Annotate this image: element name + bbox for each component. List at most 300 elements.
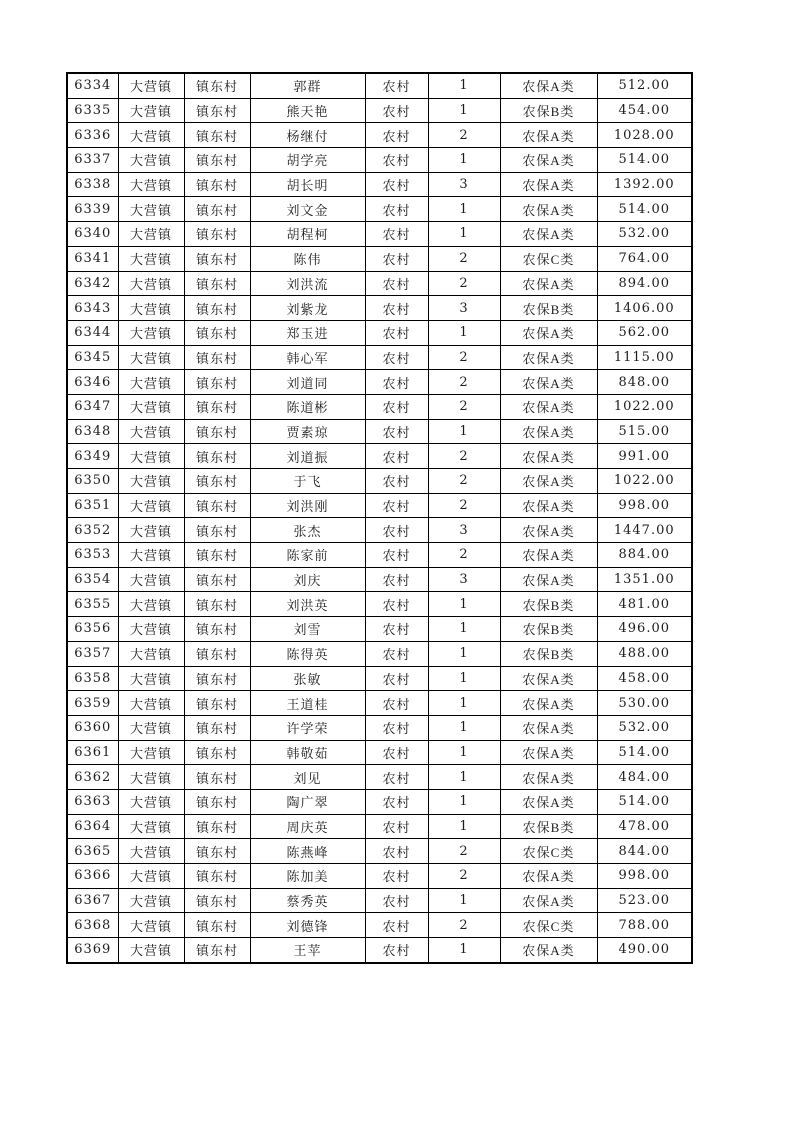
cell-person-count: 1: [428, 740, 500, 765]
cell-residence-type: 农村: [365, 320, 428, 345]
table-row: [67, 864, 692, 889]
cell-amount: 562.00: [597, 320, 692, 345]
cell-person-count: 1: [428, 148, 500, 173]
cell-name: 贾素琼: [250, 419, 365, 444]
table-row: [67, 518, 692, 543]
cell-serial-number: 6359: [67, 691, 118, 716]
cell-name: 王道桂: [250, 691, 365, 716]
cell-serial-number: 6335: [67, 98, 118, 123]
cell-insurance-category: 农保A类: [500, 222, 597, 247]
cell-residence-type: 农村: [365, 493, 428, 518]
cell-name: 蔡秀英: [250, 888, 365, 913]
cell-town: 大营镇: [118, 641, 184, 666]
cell-person-count: 3: [428, 296, 500, 321]
cell-amount: 884.00: [597, 543, 692, 568]
cell-name: 陈伟: [250, 246, 365, 271]
cell-insurance-category: 农保A类: [500, 469, 597, 494]
cell-town: 大营镇: [118, 271, 184, 296]
cell-person-count: 1: [428, 617, 500, 642]
cell-serial-number: 6364: [67, 814, 118, 839]
cell-village: 镇东村: [184, 320, 250, 345]
cell-village: 镇东村: [184, 740, 250, 765]
cell-town: 大营镇: [118, 394, 184, 419]
cell-town: 大营镇: [118, 814, 184, 839]
cell-town: 大营镇: [118, 73, 184, 98]
cell-insurance-category: 农保A类: [500, 394, 597, 419]
cell-town: 大营镇: [118, 567, 184, 592]
cell-town: 大营镇: [118, 123, 184, 148]
cell-amount: 512.00: [597, 73, 692, 98]
cell-serial-number: 6334: [67, 73, 118, 98]
cell-town: 大营镇: [118, 715, 184, 740]
cell-town: 大营镇: [118, 666, 184, 691]
table-row: [67, 123, 692, 148]
cell-name: 陈加美: [250, 864, 365, 889]
cell-town: 大营镇: [118, 246, 184, 271]
cell-village: 镇东村: [184, 419, 250, 444]
table-row: [67, 913, 692, 938]
cell-town: 大营镇: [118, 888, 184, 913]
cell-town: 大营镇: [118, 765, 184, 790]
cell-person-count: 2: [428, 444, 500, 469]
cell-serial-number: 6365: [67, 839, 118, 864]
cell-person-count: 1: [428, 765, 500, 790]
table-row: [67, 469, 692, 494]
cell-name: 许学荣: [250, 715, 365, 740]
table-row: [67, 641, 692, 666]
cell-name: 张敏: [250, 666, 365, 691]
cell-person-count: 2: [428, 469, 500, 494]
cell-amount: 478.00: [597, 814, 692, 839]
cell-name: 熊天艳: [250, 98, 365, 123]
cell-person-count: 2: [428, 913, 500, 938]
cell-village: 镇东村: [184, 271, 250, 296]
cell-residence-type: 农村: [365, 98, 428, 123]
cell-village: 镇东村: [184, 148, 250, 173]
cell-amount: 515.00: [597, 419, 692, 444]
table-row: [67, 246, 692, 271]
cell-town: 大营镇: [118, 864, 184, 889]
cell-insurance-category: 农保A类: [500, 864, 597, 889]
cell-serial-number: 6345: [67, 345, 118, 370]
cell-person-count: 2: [428, 394, 500, 419]
cell-town: 大营镇: [118, 222, 184, 247]
cell-name: 韩敬茹: [250, 740, 365, 765]
cell-name: 周庆英: [250, 814, 365, 839]
cell-residence-type: 农村: [365, 765, 428, 790]
cell-person-count: 1: [428, 98, 500, 123]
cell-name: 郑玉进: [250, 320, 365, 345]
cell-serial-number: 6340: [67, 222, 118, 247]
cell-person-count: 1: [428, 789, 500, 814]
cell-name: 张杰: [250, 518, 365, 543]
cell-insurance-category: 农保A类: [500, 148, 597, 173]
cell-village: 镇东村: [184, 765, 250, 790]
cell-amount: 532.00: [597, 715, 692, 740]
cell-person-count: 1: [428, 691, 500, 716]
cell-village: 镇东村: [184, 394, 250, 419]
cell-amount: 1028.00: [597, 123, 692, 148]
cell-serial-number: 6357: [67, 641, 118, 666]
cell-town: 大营镇: [118, 617, 184, 642]
cell-person-count: 1: [428, 222, 500, 247]
cell-person-count: 1: [428, 666, 500, 691]
cell-amount: 488.00: [597, 641, 692, 666]
cell-serial-number: 6363: [67, 789, 118, 814]
table-row: [67, 938, 692, 963]
cell-amount: 998.00: [597, 493, 692, 518]
cell-residence-type: 农村: [365, 691, 428, 716]
cell-town: 大营镇: [118, 469, 184, 494]
cell-name: 刘庆: [250, 567, 365, 592]
cell-residence-type: 农村: [365, 666, 428, 691]
cell-person-count: 1: [428, 419, 500, 444]
cell-name: 胡学亮: [250, 148, 365, 173]
cell-residence-type: 农村: [365, 740, 428, 765]
cell-person-count: 1: [428, 197, 500, 222]
cell-residence-type: 农村: [365, 469, 428, 494]
cell-insurance-category: 农保A类: [500, 740, 597, 765]
cell-insurance-category: 农保C类: [500, 913, 597, 938]
cell-person-count: 3: [428, 567, 500, 592]
cell-town: 大营镇: [118, 691, 184, 716]
cell-village: 镇东村: [184, 814, 250, 839]
cell-residence-type: 农村: [365, 444, 428, 469]
cell-town: 大营镇: [118, 419, 184, 444]
table-row: [67, 567, 692, 592]
cell-town: 大营镇: [118, 98, 184, 123]
cell-person-count: 1: [428, 715, 500, 740]
cell-person-count: 3: [428, 518, 500, 543]
table-row: [67, 543, 692, 568]
cell-town: 大营镇: [118, 370, 184, 395]
cell-person-count: 1: [428, 641, 500, 666]
cell-insurance-category: 农保B类: [500, 98, 597, 123]
cell-town: 大营镇: [118, 296, 184, 321]
table-row: [67, 271, 692, 296]
cell-residence-type: 农村: [365, 345, 428, 370]
cell-amount: 514.00: [597, 148, 692, 173]
cell-insurance-category: 农保A类: [500, 691, 597, 716]
cell-residence-type: 农村: [365, 864, 428, 889]
cell-town: 大营镇: [118, 345, 184, 370]
cell-serial-number: 6362: [67, 765, 118, 790]
table-row: [67, 394, 692, 419]
cell-amount: 514.00: [597, 789, 692, 814]
cell-residence-type: 农村: [365, 271, 428, 296]
cell-name: 刘道同: [250, 370, 365, 395]
cell-residence-type: 农村: [365, 913, 428, 938]
cell-insurance-category: 农保A类: [500, 789, 597, 814]
cell-village: 镇东村: [184, 789, 250, 814]
table-row: [67, 320, 692, 345]
cell-village: 镇东村: [184, 345, 250, 370]
cell-insurance-category: 农保A类: [500, 765, 597, 790]
cell-amount: 484.00: [597, 765, 692, 790]
cell-person-count: 2: [428, 123, 500, 148]
cell-serial-number: 6346: [67, 370, 118, 395]
cell-insurance-category: 农保A类: [500, 370, 597, 395]
cell-residence-type: 农村: [365, 592, 428, 617]
cell-name: 刘洪英: [250, 592, 365, 617]
cell-serial-number: 6343: [67, 296, 118, 321]
cell-residence-type: 农村: [365, 617, 428, 642]
cell-village: 镇东村: [184, 444, 250, 469]
cell-person-count: 2: [428, 493, 500, 518]
cell-insurance-category: 农保A类: [500, 320, 597, 345]
cell-village: 镇东村: [184, 296, 250, 321]
cell-town: 大营镇: [118, 172, 184, 197]
cell-village: 镇东村: [184, 666, 250, 691]
table-row: [67, 98, 692, 123]
cell-insurance-category: 农保A类: [500, 444, 597, 469]
payment-table: [66, 72, 693, 964]
cell-residence-type: 农村: [365, 370, 428, 395]
cell-insurance-category: 农保A类: [500, 419, 597, 444]
table-row: [67, 888, 692, 913]
cell-amount: 514.00: [597, 740, 692, 765]
cell-residence-type: 农村: [365, 394, 428, 419]
cell-person-count: 1: [428, 938, 500, 963]
cell-person-count: 2: [428, 543, 500, 568]
cell-residence-type: 农村: [365, 419, 428, 444]
cell-name: 陈燕峰: [250, 839, 365, 864]
cell-serial-number: 6361: [67, 740, 118, 765]
cell-amount: 844.00: [597, 839, 692, 864]
cell-village: 镇东村: [184, 691, 250, 716]
cell-town: 大营镇: [118, 197, 184, 222]
cell-town: 大营镇: [118, 839, 184, 864]
cell-serial-number: 6336: [67, 123, 118, 148]
cell-name: 陈家前: [250, 543, 365, 568]
table-row: [67, 370, 692, 395]
table-row: [67, 444, 692, 469]
cell-name: 刘洪流: [250, 271, 365, 296]
cell-amount: 496.00: [597, 617, 692, 642]
cell-serial-number: 6356: [67, 617, 118, 642]
cell-name: 刘洪刚: [250, 493, 365, 518]
cell-village: 镇东村: [184, 617, 250, 642]
table-row: [67, 493, 692, 518]
cell-residence-type: 农村: [365, 567, 428, 592]
cell-residence-type: 农村: [365, 938, 428, 963]
cell-amount: 894.00: [597, 271, 692, 296]
cell-residence-type: 农村: [365, 222, 428, 247]
cell-town: 大营镇: [118, 493, 184, 518]
cell-residence-type: 农村: [365, 73, 428, 98]
cell-serial-number: 6339: [67, 197, 118, 222]
cell-serial-number: 6349: [67, 444, 118, 469]
cell-residence-type: 农村: [365, 814, 428, 839]
table-row: [67, 172, 692, 197]
cell-person-count: 3: [428, 172, 500, 197]
cell-insurance-category: 农保A类: [500, 888, 597, 913]
cell-insurance-category: 农保A类: [500, 197, 597, 222]
table-row: [67, 592, 692, 617]
table-row: [67, 296, 692, 321]
cell-residence-type: 农村: [365, 543, 428, 568]
cell-name: 刘紫龙: [250, 296, 365, 321]
cell-serial-number: 6344: [67, 320, 118, 345]
table-row: [67, 666, 692, 691]
cell-town: 大营镇: [118, 543, 184, 568]
table-row: [67, 197, 692, 222]
cell-serial-number: 6337: [67, 148, 118, 173]
cell-residence-type: 农村: [365, 123, 428, 148]
cell-person-count: 2: [428, 345, 500, 370]
cell-serial-number: 6350: [67, 469, 118, 494]
table-row: [67, 715, 692, 740]
cell-residence-type: 农村: [365, 789, 428, 814]
cell-town: 大营镇: [118, 320, 184, 345]
cell-insurance-category: 农保C类: [500, 839, 597, 864]
cell-amount: 1115.00: [597, 345, 692, 370]
cell-amount: 848.00: [597, 370, 692, 395]
table-row: [67, 617, 692, 642]
cell-village: 镇东村: [184, 370, 250, 395]
cell-insurance-category: 农保A类: [500, 172, 597, 197]
cell-village: 镇东村: [184, 246, 250, 271]
cell-residence-type: 农村: [365, 172, 428, 197]
cell-village: 镇东村: [184, 123, 250, 148]
cell-residence-type: 农村: [365, 839, 428, 864]
cell-village: 镇东村: [184, 864, 250, 889]
cell-village: 镇东村: [184, 592, 250, 617]
cell-serial-number: 6369: [67, 938, 118, 963]
cell-amount: 530.00: [597, 691, 692, 716]
cell-serial-number: 6353: [67, 543, 118, 568]
cell-insurance-category: 农保A类: [500, 493, 597, 518]
cell-insurance-category: 农保A类: [500, 518, 597, 543]
cell-village: 镇东村: [184, 913, 250, 938]
cell-village: 镇东村: [184, 888, 250, 913]
table-row: [67, 148, 692, 173]
cell-amount: 1022.00: [597, 469, 692, 494]
cell-amount: 1406.00: [597, 296, 692, 321]
cell-town: 大营镇: [118, 444, 184, 469]
cell-amount: 1392.00: [597, 172, 692, 197]
cell-village: 镇东村: [184, 518, 250, 543]
cell-person-count: 2: [428, 864, 500, 889]
cell-amount: 1022.00: [597, 394, 692, 419]
cell-serial-number: 6352: [67, 518, 118, 543]
table-row: [67, 73, 692, 98]
cell-name: 刘文金: [250, 197, 365, 222]
table-row: [67, 814, 692, 839]
table-row: [67, 765, 692, 790]
cell-name: 陈道彬: [250, 394, 365, 419]
cell-village: 镇东村: [184, 172, 250, 197]
cell-serial-number: 6360: [67, 715, 118, 740]
cell-person-count: 1: [428, 814, 500, 839]
cell-residence-type: 农村: [365, 888, 428, 913]
cell-name: 杨继付: [250, 123, 365, 148]
cell-person-count: 1: [428, 320, 500, 345]
cell-name: 王苹: [250, 938, 365, 963]
cell-person-count: 2: [428, 271, 500, 296]
cell-amount: 998.00: [597, 864, 692, 889]
cell-village: 镇东村: [184, 98, 250, 123]
cell-village: 镇东村: [184, 567, 250, 592]
cell-village: 镇东村: [184, 839, 250, 864]
cell-residence-type: 农村: [365, 148, 428, 173]
cell-village: 镇东村: [184, 715, 250, 740]
cell-insurance-category: 农保A类: [500, 567, 597, 592]
table-row: [67, 419, 692, 444]
cell-amount: 481.00: [597, 592, 692, 617]
cell-amount: 514.00: [597, 197, 692, 222]
cell-name: 刘雪: [250, 617, 365, 642]
cell-serial-number: 6348: [67, 419, 118, 444]
cell-amount: 991.00: [597, 444, 692, 469]
cell-insurance-category: 农保A类: [500, 271, 597, 296]
cell-insurance-category: 农保C类: [500, 246, 597, 271]
cell-town: 大营镇: [118, 913, 184, 938]
cell-serial-number: 6358: [67, 666, 118, 691]
cell-insurance-category: 农保A类: [500, 666, 597, 691]
cell-town: 大营镇: [118, 789, 184, 814]
cell-insurance-category: 农保A类: [500, 938, 597, 963]
cell-name: 韩心军: [250, 345, 365, 370]
cell-village: 镇东村: [184, 493, 250, 518]
cell-amount: 532.00: [597, 222, 692, 247]
cell-insurance-category: 农保A类: [500, 123, 597, 148]
table-row: [67, 740, 692, 765]
table-row: [67, 691, 692, 716]
cell-serial-number: 6341: [67, 246, 118, 271]
cell-serial-number: 6354: [67, 567, 118, 592]
cell-residence-type: 农村: [365, 518, 428, 543]
cell-serial-number: 6368: [67, 913, 118, 938]
cell-person-count: 2: [428, 839, 500, 864]
cell-village: 镇东村: [184, 197, 250, 222]
cell-person-count: 2: [428, 370, 500, 395]
cell-insurance-category: 农保A类: [500, 543, 597, 568]
cell-amount: 458.00: [597, 666, 692, 691]
cell-serial-number: 6342: [67, 271, 118, 296]
cell-serial-number: 6351: [67, 493, 118, 518]
cell-insurance-category: 农保B类: [500, 296, 597, 321]
cell-name: 刘德锋: [250, 913, 365, 938]
cell-insurance-category: 农保A类: [500, 345, 597, 370]
cell-residence-type: 农村: [365, 296, 428, 321]
cell-name: 刘道振: [250, 444, 365, 469]
cell-amount: 764.00: [597, 246, 692, 271]
cell-name: 刘见: [250, 765, 365, 790]
cell-village: 镇东村: [184, 222, 250, 247]
cell-village: 镇东村: [184, 641, 250, 666]
cell-insurance-category: 农保B类: [500, 592, 597, 617]
cell-person-count: 1: [428, 592, 500, 617]
cell-amount: 788.00: [597, 913, 692, 938]
cell-person-count: 1: [428, 73, 500, 98]
cell-insurance-category: 农保B类: [500, 814, 597, 839]
cell-residence-type: 农村: [365, 715, 428, 740]
cell-serial-number: 6367: [67, 888, 118, 913]
cell-amount: 454.00: [597, 98, 692, 123]
cell-amount: 490.00: [597, 938, 692, 963]
cell-serial-number: 6338: [67, 172, 118, 197]
cell-town: 大营镇: [118, 938, 184, 963]
cell-insurance-category: 农保A类: [500, 715, 597, 740]
cell-town: 大营镇: [118, 518, 184, 543]
cell-person-count: 2: [428, 246, 500, 271]
cell-insurance-category: 农保A类: [500, 73, 597, 98]
cell-village: 镇东村: [184, 543, 250, 568]
table-row: [67, 839, 692, 864]
cell-amount: 523.00: [597, 888, 692, 913]
cell-village: 镇东村: [184, 73, 250, 98]
